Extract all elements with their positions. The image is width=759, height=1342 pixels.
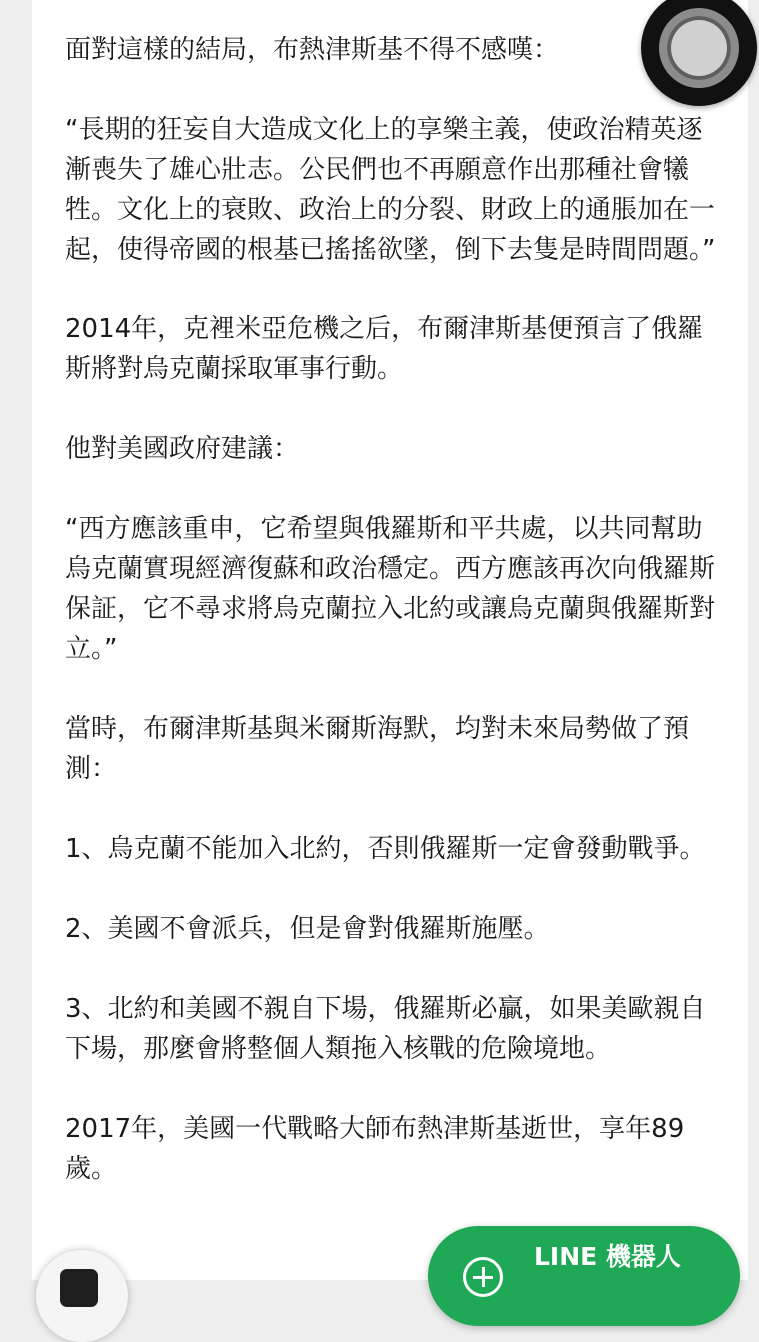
line-bot-button[interactable]: [428, 1226, 740, 1326]
paragraph-prediction-intro: 當時，布爾津斯基與米爾斯海默，均對未來局勢做了預測：: [65, 714, 690, 784]
paragraph-prediction-2: 2、美國不會派兵，但是會對俄羅斯施壓。: [65, 914, 550, 944]
floating-left-button[interactable]: [36, 1250, 128, 1342]
square-icon: [60, 1269, 98, 1307]
paragraph-quote-empire: “長期的狂妄自大造成文化上的享樂主義，使政治精英逐漸喪失了雄心壯志。公民們也不再願意作出那種社會犧牲。文化上的衰敗、政治上的分裂、財政上的通脹加在一起，使得帝國的根基已搖搖欲墜，倒下去隻是時間問題。”: [65, 115, 716, 265]
paragraph-quote-west: “西方應該重申，它希望與俄羅斯和平共處，以共同幫助烏克蘭實現經濟復蘇和政治穩定。西方應該再次向俄羅斯保証，它不尋求將烏克蘭拉入北約或讓烏克蘭與俄羅斯對立。”: [65, 514, 716, 664]
paragraph-prediction-1: 1、烏克蘭不能加入北約，否則俄羅斯一定會發動戰爭。: [65, 834, 706, 864]
article-page: [32, 0, 748, 1280]
article-body: [65, 30, 720, 1189]
plus-circle-icon: [463, 1257, 503, 1297]
paragraph-prediction-3: 3、北約和美國不親自下場，俄羅斯必贏，如果美歐親自下場，那麼會將整個人類拖入核戰的危險境地。: [65, 994, 706, 1064]
paragraph-2014-crisis: 2014年，克裡米亞危機之后，布爾津斯基便預言了俄羅斯將對烏克蘭採取軍事行動。: [65, 314, 704, 384]
ring-icon: [659, 8, 739, 88]
paragraph-2017-death: 2017年，美國一代戰略大師布熱津斯基逝世，享年89歲。: [65, 1114, 685, 1184]
line-bot-label: LINE 機器人: [534, 1242, 681, 1271]
paragraph-advice-intro: 他對美國政府建議：: [65, 434, 300, 464]
paragraph-conclusion: 面對這樣的結局，布熱津斯基不得不感嘆：: [65, 35, 560, 65]
